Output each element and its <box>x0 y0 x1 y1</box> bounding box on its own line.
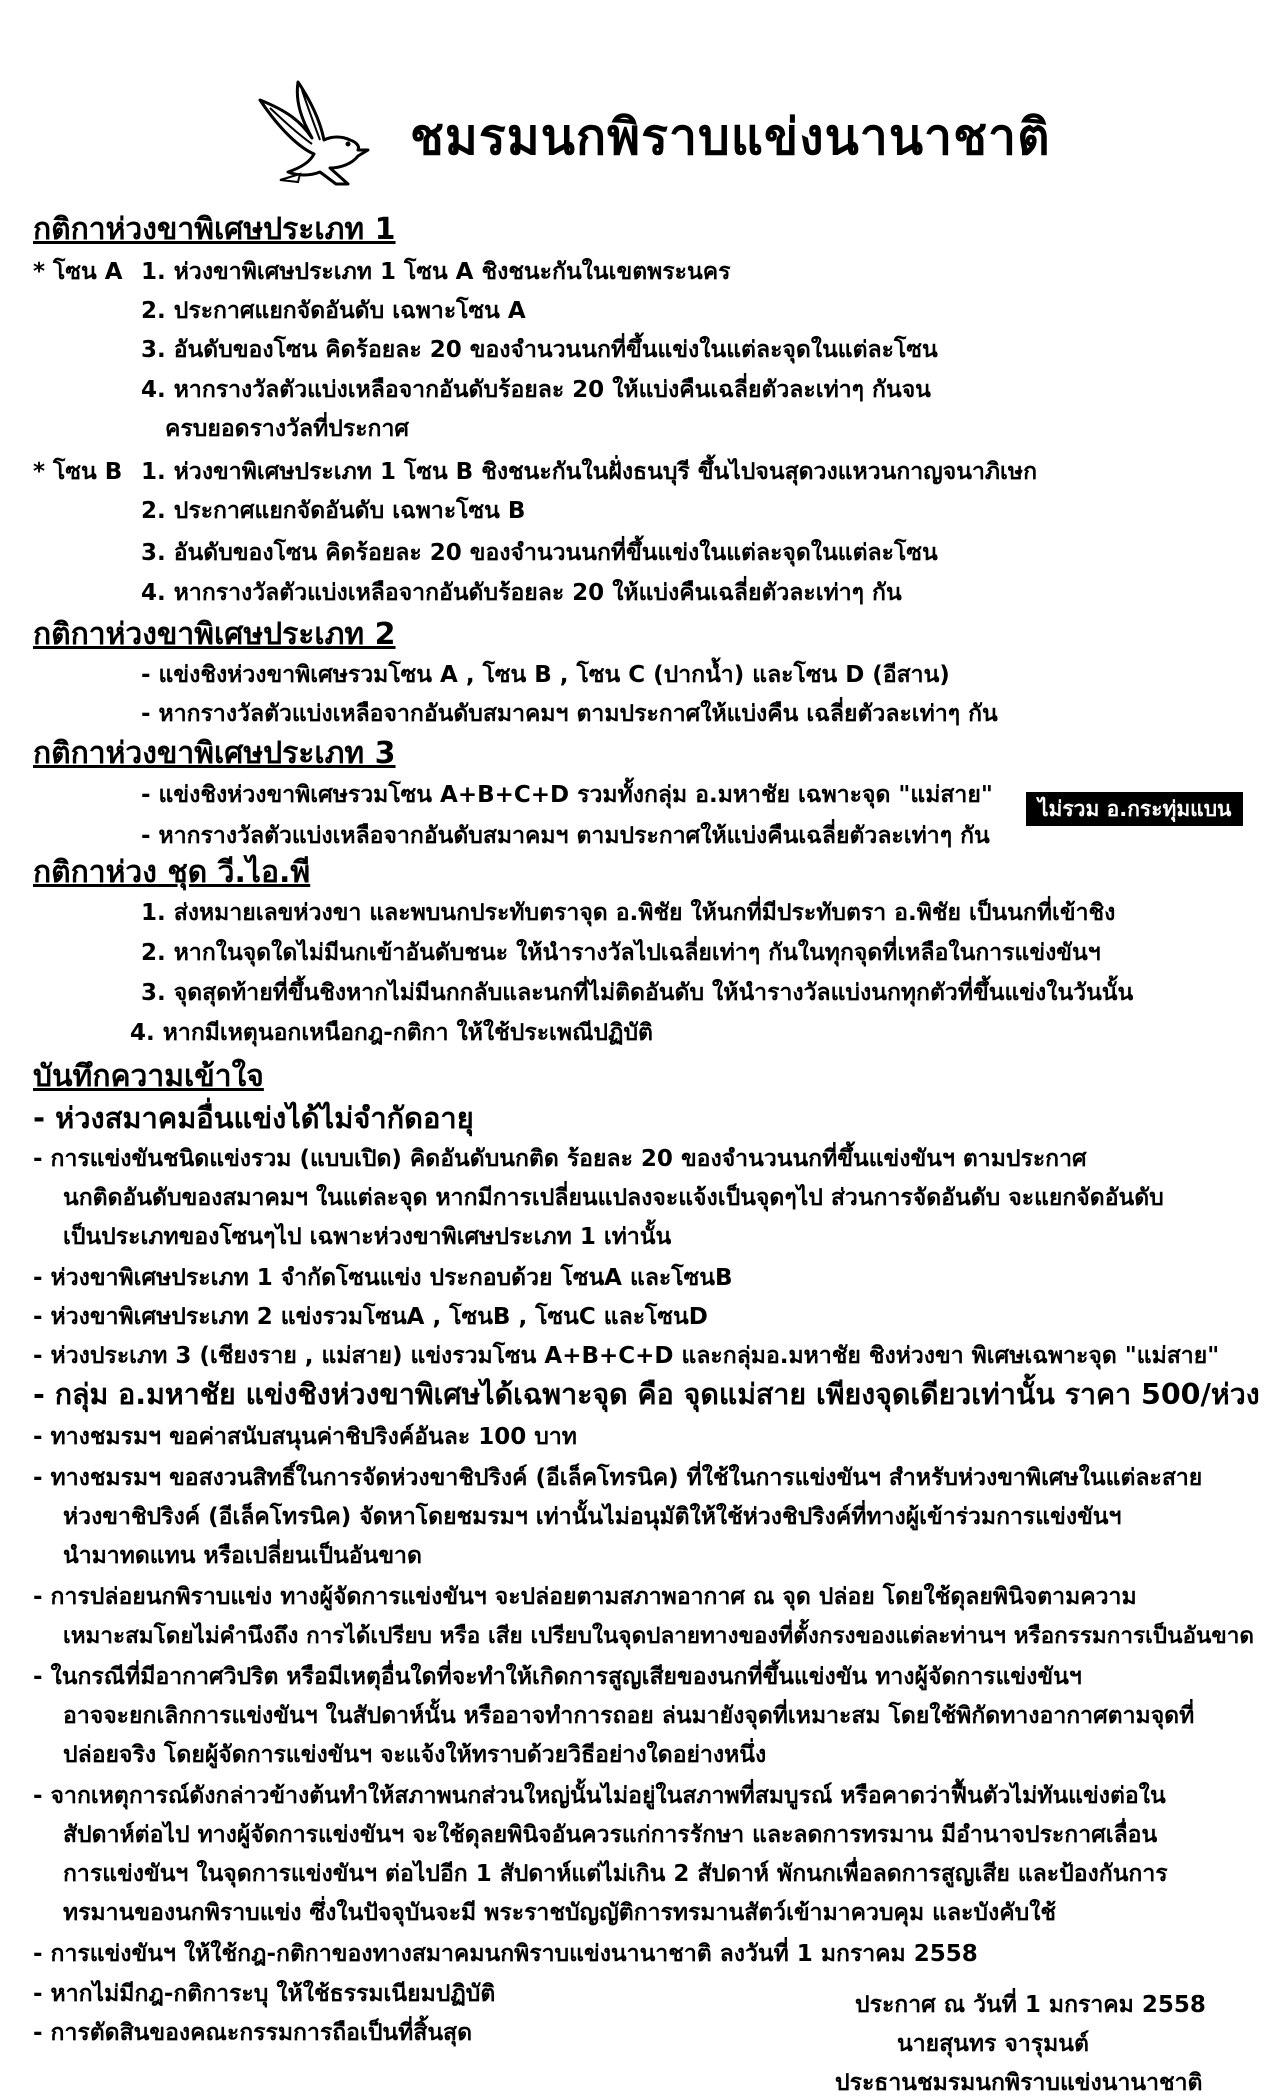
rule-line: * โซน A <box>33 259 123 285</box>
rule-line: - แข่งชิงห่วงขาพิเศษรวมโซน A , โซน B , โซน C (ปากน้ำ) และโซน D (อีสาน) <box>141 662 950 688</box>
rule-line: - การปล่อยนกพิราบแข่ง ทางผู้จัดการแข่งขันฯ จะปล่อยตามสภาพอากาศ ณ จุด ปล่อย โดยใช้ดุลยพินิจตามความ <box>33 1584 1137 1610</box>
section-heading: บันทึกความเข้าใจ <box>33 1059 264 1094</box>
rule-line: การแข่งขันฯ ในจุดการแข่งขันฯ ต่อไปอีก 1 สัปดาห์แต่ไม่เกิน 2 สัปดาห์ พักนกเพื่อลดการสูญเสีย และป้องกันการ <box>63 1861 1168 1887</box>
rule-line: 3. จุดสุดท้ายที่ขึ้นชิงหากไม่มีนกกลับและนกที่ไม่ติดอันดับ ให้นำรางวัลแบ่งนกทุกตัวที่ขึ้นแข่งในวันนั้น <box>141 980 1134 1006</box>
rule-line: 1. ห่วงขาพิเศษประเภท 1 โซน A ชิงชนะกันในเขตพระนคร <box>141 259 731 285</box>
rule-line: - การตัดสินของคณะกรรมการถือเป็นที่สิ้นสุด <box>33 2020 473 2046</box>
rule-line: 4. หากรางวัลตัวแบ่งเหลือจากอันดับร้อยละ 20 ให้แบ่งคืนเฉลี่ยตัวละเท่าๆ กันจน <box>141 377 931 403</box>
rule-line: - ในกรณีที่มีอากาศวิปริต หรือมีเหตุอื่นใดที่จะทำให้เกิดการสูญเสียของนกที่ขึ้นแข่งขัน ทางผู้จัดการแข่งขันฯ <box>33 1664 1082 1690</box>
rule-line: - แข่งชิงห่วงขาพิเศษรวมโซน A+B+C+D รวมทั้งกลุ่ม อ.มหาชัย เฉพาะจุด "แม่สาย" <box>141 782 993 808</box>
rule-line: 3. อันดับของโซน คิดร้อยละ 20 ของจำนวนนกที่ขึ้นแข่งในแต่ละจุดในแต่ละโซน <box>141 337 938 363</box>
rule-line: เป็นประเภทของโซนๆไป เฉพาะห่วงขาพิเศษประเภท 1 เท่านั้น <box>63 1224 672 1250</box>
rule-line: - จากเหตุการณ์ดังกล่าวข้างต้นทำให้สภาพนกส่วนใหญ่นั้นไม่อยู่ในสภาพที่สมบูรณ์ หรือคาดว่าฟื้นตัวไม่ทันแข่งต่อใน <box>33 1783 1166 1809</box>
rule-line: - ห่วงสมาคมอื่นแข่งได้ไม่จำกัดอายุ <box>33 1101 474 1135</box>
rule-line: - ห่วงประเภท 3 (เชียงราย , แม่สาย) แข่งรวมโซน A+B+C+D และกลุ่มอ.มหาชัย ชิงห่วงขา พิเศษเฉพาะจุด "แม่สาย" <box>33 1343 1220 1369</box>
rule-line: 4. หากมีเหตุนอกเหนือกฎ-กติกา ให้ใช้ประเพณีปฏิบัติ <box>130 1020 653 1046</box>
rule-line: - ห่วงขาพิเศษประเภท 2 แข่งรวมโซนA , โซนB , โซนC และโซนD <box>33 1304 708 1330</box>
rule-line: ปล่อยจริง โดยผู้จัดการแข่งขันฯ จะแจ้งให้ทราบด้วยวิธีอย่างใดอย่างหนึ่ง <box>63 1742 767 1768</box>
rule-line: 3. อันดับของโซน คิดร้อยละ 20 ของจำนวนนกที่ขึ้นแข่งในแต่ละจุดในแต่ละโซน <box>141 540 938 566</box>
rule-line: นายสุนทร จารุมนต์ <box>897 2031 1089 2057</box>
rule-line: สัปดาห์ต่อไป ทางผู้จัดการแข่งขันฯ จะใช้ดุลยพินิจอันควรแก่การรักษา และลดการทรมาน มีอำนาจประกาศเลื่อน <box>63 1822 1158 1848</box>
section-heading: กติกาห่วงขาพิเศษประเภท 1 <box>33 212 396 247</box>
rule-line: นกติดอันดับของสมาคมฯ ในแต่ละจุด หากมีการเปลี่ยนแปลงจะแจ้งเป็นจุดๆไป ส่วนการจัดอันดับ จะแยกจัดอันดับ <box>63 1185 1164 1211</box>
rule-line: 2. ประกาศแยกจัดอันดับ เฉพาะโซน A <box>141 298 526 324</box>
section-heading: กติกาห่วงขาพิเศษประเภท 3 <box>33 736 396 771</box>
rule-line: ห่วงขาชิปริงค์ (อีเล็คโทรนิค) จัดหาโดยชมรมฯ เท่านั้นไม่อนุมัติให้ใช้ห่วงชิปริงค์ที่ทางผู้เข้าร่วมการแข่งขันฯ <box>63 1504 1122 1530</box>
rule-line: 2. ประกาศแยกจัดอันดับ เฉพาะโซน B <box>141 498 526 524</box>
bird-logo-icon <box>240 80 400 200</box>
rule-line: ทรมานของนกพิราบแข่ง ซึ่งในปัจจุบันจะมี พระราชบัญญัติการทรมานสัตว์เข้ามาควบคุม และบังคับใช้ <box>63 1900 1057 1926</box>
rule-line: 1. ส่งหมายเลขห่วงขา และพบนกประทับตราจุด อ.พิชัย ให้นกที่มีประทับตรา อ.พิชัย เป็นนกที่เข้าชิง <box>141 900 1116 926</box>
rule-line: นำมาทดแทน หรือเปลี่ยนเป็นอันขาด <box>63 1543 422 1569</box>
exclusion-badge: ไม่รวม อ.กระทุ่มแบน <box>1026 792 1243 826</box>
rule-line: - กลุ่ม อ.มหาชัย แข่งชิงห่วงขาพิเศษได้เฉพาะจุด คือ จุดแม่สาย เพียงจุดเดียวเท่านั้น ราคา 500/ห่วง <box>33 1378 1260 1411</box>
rule-line: เหมาะสมโดยไม่คำนึงถึง การได้เปรียบ หรือ เสีย เปรียบในจุดปลายทางของที่ตั้งกรงของแต่ละท่านฯ หรือกรรมการเป็นอันขาด <box>63 1623 1254 1649</box>
rule-line: ประธานชมรมนกพิราบแข่งนานาชาติ <box>835 2070 1203 2096</box>
rule-line: - การแข่งขันชนิดแข่งรวม (แบบเปิด) คิดอันดับนกติด ร้อยละ 20 ของจำนวนนกที่ขึ้นแข่งขันฯ ตามประกาศ <box>33 1146 1087 1172</box>
rule-line: - หากไม่มีกฎ-กติการะบุ ให้ใช้ธรรมเนียมปฏิบัติ <box>33 1981 496 2007</box>
rule-line: - หากรางวัลตัวแบ่งเหลือจากอันดับสมาคมฯ ตามประกาศให้แบ่งคืน เฉลี่ยตัวละเท่าๆ กัน <box>141 701 998 727</box>
document-header <box>240 80 1140 200</box>
rule-line: - ห่วงขาพิเศษประเภท 1 จำกัดโซนแข่ง ประกอบด้วย โซนA และโซนB <box>33 1265 733 1291</box>
section-heading: กติกาห่วง ชุด วี.ไอ.พี <box>33 855 311 890</box>
rule-line: * โซน B <box>33 459 123 485</box>
rule-line: 4. หากรางวัลตัวแบ่งเหลือจากอันดับร้อยละ 20 ให้แบ่งคืนเฉลี่ยตัวละเท่าๆ กัน <box>141 580 902 606</box>
rule-line: - ทางชมรมฯ ขอสงวนสิทธิ์ในการจัดห่วงขาชิปริงค์ (อีเล็คโทรนิค) ที่ใช้ในการแข่งขันฯ สำหรับห่วงขาพิเศษในแต่ละสาย <box>33 1465 1203 1491</box>
rule-line: ครบยอดรางวัลที่ประกาศ <box>165 416 409 442</box>
rule-line: - ทางชมรมฯ ขอค่าสนับสนุนค่าชิปริงค์อันละ 100 บาท <box>33 1424 577 1450</box>
rule-line: - หากรางวัลตัวแบ่งเหลือจากอันดับสมาคมฯ ตามประกาศให้แบ่งคืนเฉลี่ยตัวละเท่าๆ กัน <box>141 823 990 849</box>
rule-line: ประกาศ ณ วันที่ 1 มกราคม 2558 <box>855 1992 1206 2018</box>
rule-line: - การแข่งขันฯ ให้ใช้กฎ-กติกาของทางสมาคมนกพิราบแข่งนานาชาติ ลงวันที่ 1 มกราคม 2558 <box>33 1941 978 1967</box>
rule-line: 1. ห่วงขาพิเศษประเภท 1 โซน B ชิงชนะกันในฝั่งธนบุรี ขึ้นไปจนสุดวงแหวนกาญจนาภิเษก <box>141 459 1037 485</box>
rule-line: อาจจะยกเลิกการแข่งขันฯ ในสัปดาห์นั้น หรืออาจทำการถอย ล่นมายังจุดที่เหมาะสม โดยใช้พิกัดทางอากาศตามจุดที่ <box>63 1703 1195 1729</box>
section-heading: กติกาห่วงขาพิเศษประเภท 2 <box>33 617 396 652</box>
rule-line: 2. หากในจุดใดไม่มีนกเข้าอันดับชนะ ให้นำรางวัลไปเฉลี่ยเท่าๆ กันในทุกจุดที่เหลือในการแข่งขันฯ <box>141 940 1101 966</box>
club-title: ชมรมนกพิราบแข่งนานาชาติ <box>410 108 1051 166</box>
